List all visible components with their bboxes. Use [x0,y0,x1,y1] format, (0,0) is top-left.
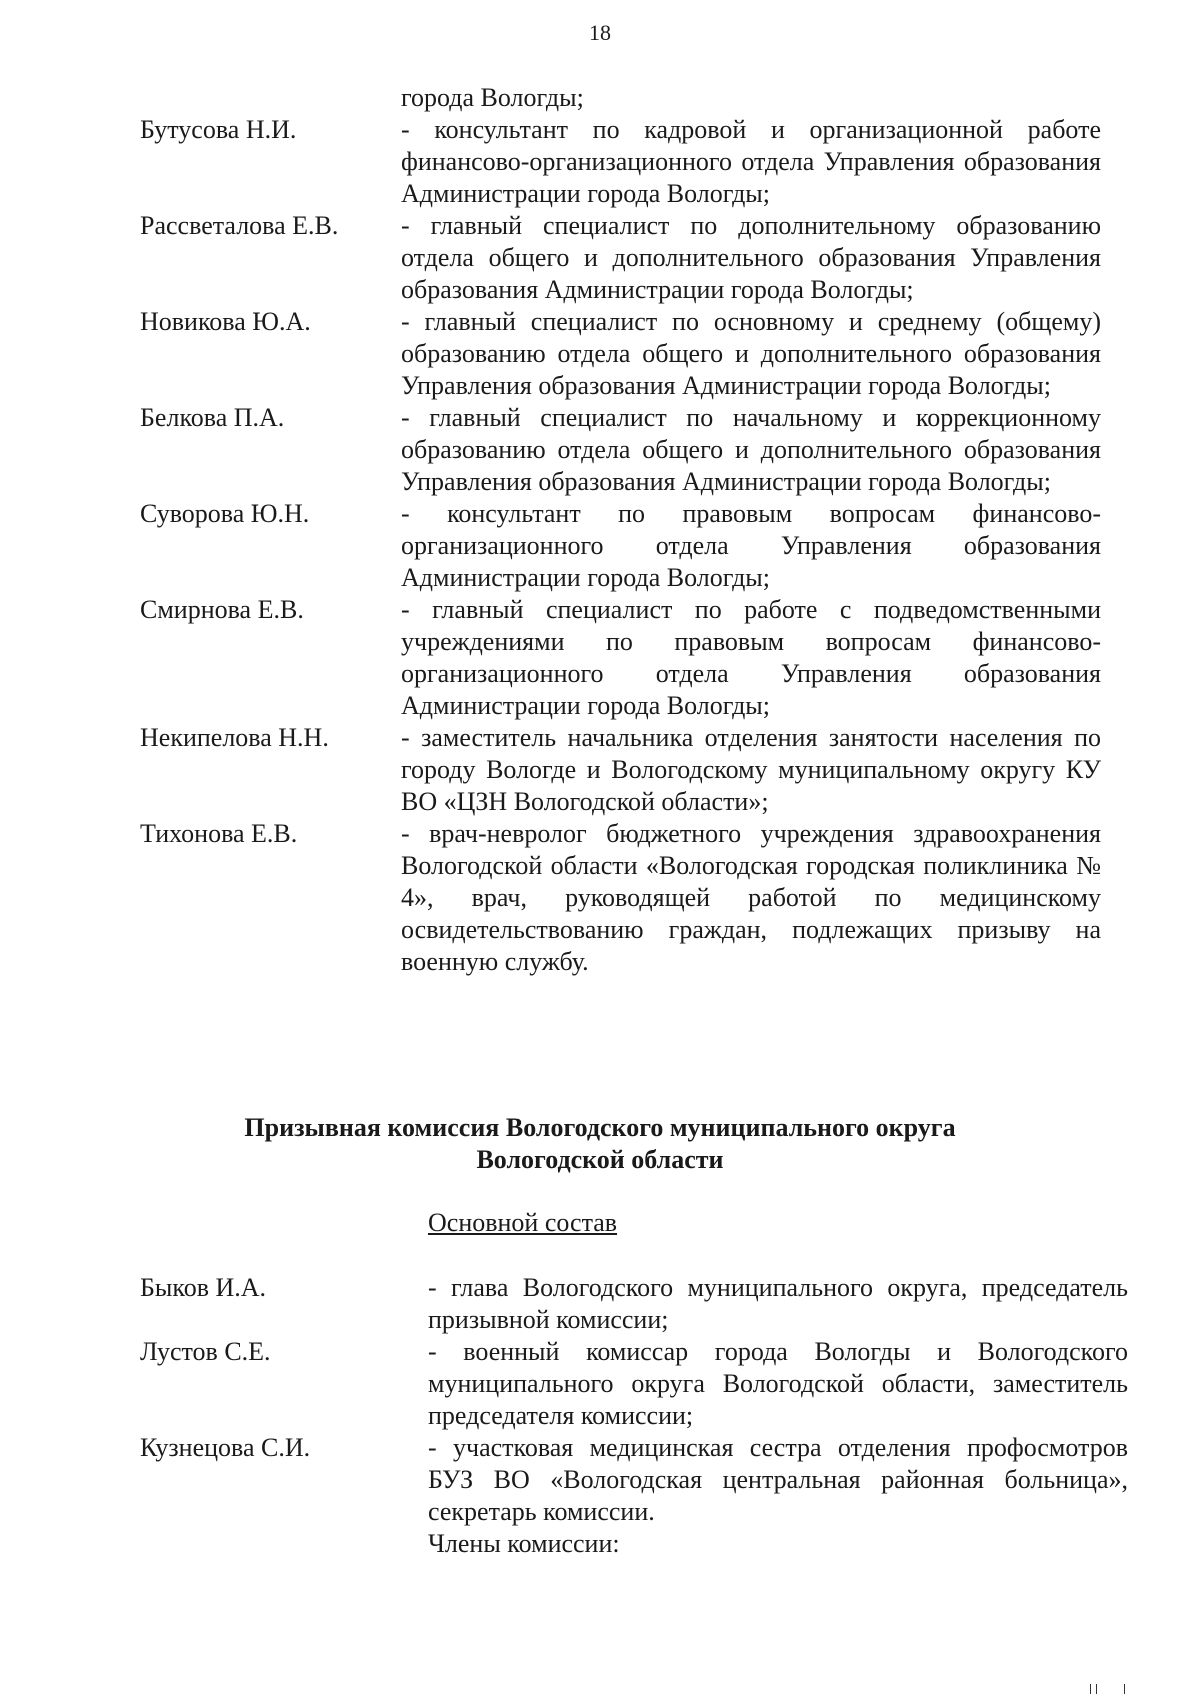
member-position: - участковая медицинская сестра отделения профосмотров БУЗ ВО «Вологодская центральная районная больница», секретарь комиссии. [428,1433,1128,1526]
list-item [140,594,1140,722]
member-name: Белкова П.А. [140,403,285,432]
member-position: - военный комиссар города Вологды и Вологодского муниципального округа Вологодской области, заместитель председателя комиссии; [428,1337,1128,1430]
members-label: Члены комиссии: [428,1529,620,1558]
member-position: - главный специалист по дополнительному образованию отдела общего и дополнительного образования Управления образования Администрации города Вологды; [401,211,1101,304]
section-title [0,1112,1200,1176]
list-item [140,306,1140,402]
scan-artifact [1090,1684,1091,1694]
list-item [140,82,1140,114]
list-item [140,722,1140,818]
member-position: - главный специалист по начальному и коррекционному образованию отдела общего и дополнительного образования Управления образования Администрации города Вологды; [401,403,1101,496]
member-position: города Вологды; [401,83,584,112]
section-title-line: Призывная комиссия Вологодского муниципального округа [244,1113,956,1142]
list-item [140,1336,1140,1432]
member-name: Лустов С.Е. [140,1337,271,1366]
member-position: - врач-невролог бюджетного учреждения здравоохранения Вологодской области «Вологодская городская поликлиника № 4», врач, руководящей работой по медицинскому освидетельствованию граждан, подлежащих призыву на военную службу. [401,819,1101,976]
member-name: Смирнова Е.В. [140,595,304,624]
member-position: - главный специалист по работе с подведомственными учреждениями по правовым вопросам финансово-организационного отдела Управления образования Администрации города Вологды; [401,595,1101,720]
page-number: 18 [589,20,611,45]
member-name: Рассветалова Е.В. [140,211,339,240]
list-item [140,210,1140,306]
commission-members-list-top [140,82,1140,978]
scan-artifact [1096,1684,1097,1694]
member-position: - заместитель начальника отделения занятости населения по городу Вологде и Вологодскому муниципальному округу КУ ВО «ЦЗН Вологодской области»; [401,723,1101,816]
list-item [140,1272,1140,1336]
member-name: Кузнецова С.И. [140,1433,311,1462]
member-name: Некипелова Н.Н. [140,723,329,752]
section-subtitle: Основной состав [428,1208,618,1237]
scan-artifact [1124,1684,1125,1694]
commission-members-list-main [140,1272,1140,1560]
list-item [140,498,1140,594]
member-name: Бутусова Н.И. [140,115,297,144]
list-item [140,818,1140,978]
member-position: - консультант по кадровой и организационной работе финансово-организационного отдела Управления образования Администрации города Вологды; [401,115,1101,208]
list-item [140,402,1140,498]
member-position: - главный специалист по основному и среднему (общему) образованию отдела общего и дополнительного образования Управления образования Администрации города Вологды; [401,307,1101,400]
list-item [140,114,1140,210]
member-name: Новикова Ю.А. [140,307,311,336]
member-name: Быков И.А. [140,1273,267,1302]
member-position: - консультант по правовым вопросам финансово-организационного отдела Управления образования Администрации города Вологды; [401,499,1101,592]
member-name: Суворова Ю.Н. [140,499,310,528]
section-title-line: Вологодской области [476,1145,724,1174]
member-name: Тихонова Е.В. [140,819,298,848]
member-position: - глава Вологодского муниципального округа, председатель призывной комиссии; [428,1273,1128,1334]
list-item [140,1432,1140,1528]
